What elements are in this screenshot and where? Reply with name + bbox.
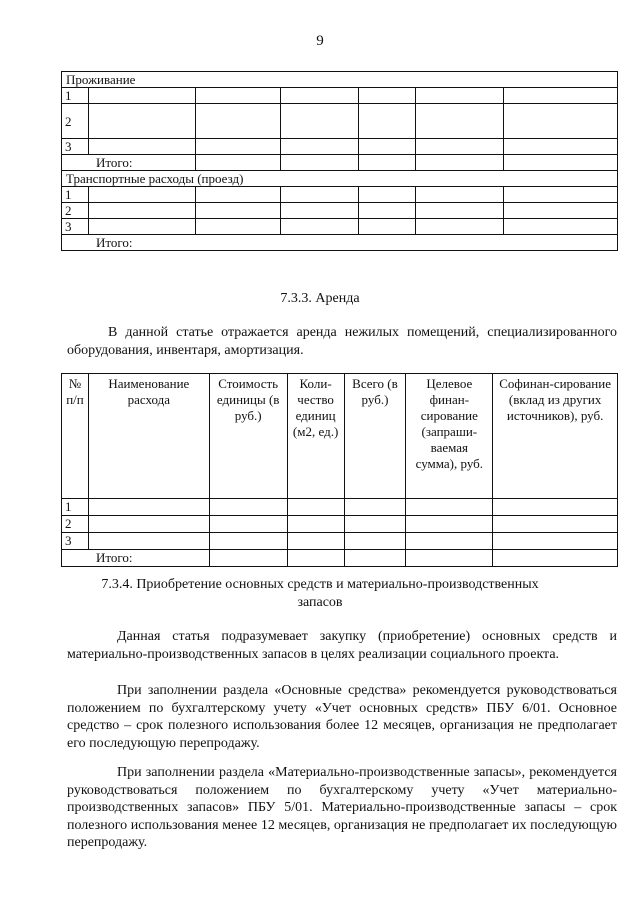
row-number: 3 xyxy=(62,219,89,235)
table-row xyxy=(62,516,618,533)
cell[interactable] xyxy=(359,187,416,203)
paragraph-fixed-assets: При заполнении раздела «Основные средства» рекомендуется руководствоваться положением по бухгалтерскому учету «Учет основных средств» ПБУ 6/01. Основное средство – срок полезного использования более 12 месяцев, организация не предполагает его последующую перепродажу. xyxy=(67,683,617,751)
cell[interactable] xyxy=(195,88,280,104)
table-row xyxy=(62,88,618,104)
section-title: Проживание xyxy=(62,72,618,88)
cell[interactable] xyxy=(209,550,287,567)
cell[interactable] xyxy=(504,203,618,219)
page-number: 9 xyxy=(316,33,324,49)
cell[interactable] xyxy=(504,104,618,139)
cell[interactable] xyxy=(280,219,359,235)
row-number: 1 xyxy=(62,88,89,104)
paragraph-purchase: Данная статья подразумевает закупку (приобретение) основных средств и материально-производственных запасов в целях реализации социального проекта. xyxy=(67,629,617,662)
row-number: 3 xyxy=(62,533,89,550)
cell[interactable] xyxy=(195,219,280,235)
cell[interactable] xyxy=(416,203,504,219)
row-number: 2 xyxy=(62,203,89,219)
header-row xyxy=(62,374,618,499)
cell[interactable] xyxy=(287,499,344,516)
section-heading-line2: запасов xyxy=(297,595,343,610)
row-number: 3 xyxy=(62,139,89,155)
table-row xyxy=(62,203,618,219)
cell[interactable] xyxy=(88,533,209,550)
table-row xyxy=(62,139,618,155)
table-row xyxy=(62,533,618,550)
cell[interactable] xyxy=(88,203,195,219)
cell[interactable] xyxy=(344,533,406,550)
column-header: Всего (в руб.) xyxy=(344,374,406,499)
cell[interactable] xyxy=(344,550,406,567)
cell[interactable] xyxy=(504,219,618,235)
cell[interactable] xyxy=(359,88,416,104)
section-title-row xyxy=(62,72,618,88)
cell[interactable] xyxy=(88,499,209,516)
cell[interactable] xyxy=(416,104,504,139)
column-header: Стоимость единицы (в руб.) xyxy=(209,374,287,499)
total-label: Итого: xyxy=(62,235,618,251)
cell[interactable] xyxy=(406,499,493,516)
cell[interactable] xyxy=(504,155,618,171)
cell[interactable] xyxy=(416,219,504,235)
cell[interactable] xyxy=(416,155,504,171)
cell[interactable] xyxy=(416,88,504,104)
column-header: Целевое финан-сирование (запраши-ваемая сумма), руб. xyxy=(406,374,493,499)
cell[interactable] xyxy=(88,187,195,203)
cell[interactable] xyxy=(195,203,280,219)
total-row xyxy=(62,550,618,567)
cell[interactable] xyxy=(209,516,287,533)
cell[interactable] xyxy=(359,203,416,219)
cell[interactable] xyxy=(287,550,344,567)
column-header: Коли-чество единиц (м2, ед.) xyxy=(287,374,344,499)
cell[interactable] xyxy=(359,155,416,171)
cell[interactable] xyxy=(280,155,359,171)
paragraph-inventory: При заполнении раздела «Материально-производственные запасы», рекомендуется руководствоваться положением по бухгалтерскому учету «Учет материально-производственных запасов» ПБУ 5/01. Материально-производственные запасы – срок полезного использования менее 12 месяцев, организация не предполагает их последующую перепродажу. xyxy=(67,765,617,850)
cell[interactable] xyxy=(88,139,195,155)
cell[interactable] xyxy=(359,219,416,235)
cell[interactable] xyxy=(493,499,618,516)
section-paragraph: В данной статье отражается аренда нежилых помещений, специализированного оборудования, инвентаря, амортизация. xyxy=(67,325,617,358)
section-heading-line1: 7.3.4. Приобретение основных средств и материально-производственных xyxy=(101,577,539,592)
section-title-row xyxy=(62,171,618,187)
cell[interactable] xyxy=(504,139,618,155)
column-header: Наименование расхода xyxy=(88,374,209,499)
table-row xyxy=(62,187,618,203)
cell[interactable] xyxy=(195,139,280,155)
cell[interactable] xyxy=(287,533,344,550)
row-number: 2 xyxy=(62,516,89,533)
cell[interactable] xyxy=(493,550,618,567)
row-number: 1 xyxy=(62,499,89,516)
accommodation-transport-table xyxy=(61,71,618,251)
cell[interactable] xyxy=(504,88,618,104)
total-row xyxy=(62,155,618,171)
cell[interactable] xyxy=(280,187,359,203)
row-number: 1 xyxy=(62,187,89,203)
cell[interactable] xyxy=(88,88,195,104)
cell[interactable] xyxy=(406,550,493,567)
column-header: № п/п xyxy=(62,374,89,499)
table-row xyxy=(62,499,618,516)
cell[interactable] xyxy=(195,104,280,139)
cell[interactable] xyxy=(504,187,618,203)
cell[interactable] xyxy=(344,499,406,516)
cell[interactable] xyxy=(209,533,287,550)
table-row xyxy=(62,104,618,139)
rent-table xyxy=(61,373,618,567)
cell[interactable] xyxy=(493,533,618,550)
cell[interactable] xyxy=(287,516,344,533)
section-title: Транспортные расходы (проезд) xyxy=(62,171,618,187)
column-header: Софинан-сирование (вклад из других источников), руб. xyxy=(493,374,618,499)
cell[interactable] xyxy=(88,219,195,235)
total-row xyxy=(62,235,618,251)
total-label: Итого: xyxy=(62,155,196,171)
cell[interactable] xyxy=(280,88,359,104)
cell[interactable] xyxy=(195,187,280,203)
cell[interactable] xyxy=(344,516,406,533)
cell[interactable] xyxy=(359,139,416,155)
section-heading: 7.3.3. Аренда xyxy=(280,291,360,306)
cell[interactable] xyxy=(195,155,280,171)
row-number: 2 xyxy=(62,104,89,139)
table-row xyxy=(62,219,618,235)
cell[interactable] xyxy=(406,516,493,533)
cell[interactable] xyxy=(416,139,504,155)
cell[interactable] xyxy=(88,104,195,139)
cell[interactable] xyxy=(416,187,504,203)
cell[interactable] xyxy=(280,104,359,139)
cell[interactable] xyxy=(88,516,209,533)
cell[interactable] xyxy=(209,499,287,516)
cell[interactable] xyxy=(493,516,618,533)
total-label: Итого: xyxy=(62,550,210,567)
cell[interactable] xyxy=(359,104,416,139)
cell[interactable] xyxy=(280,139,359,155)
cell[interactable] xyxy=(406,533,493,550)
cell[interactable] xyxy=(280,203,359,219)
